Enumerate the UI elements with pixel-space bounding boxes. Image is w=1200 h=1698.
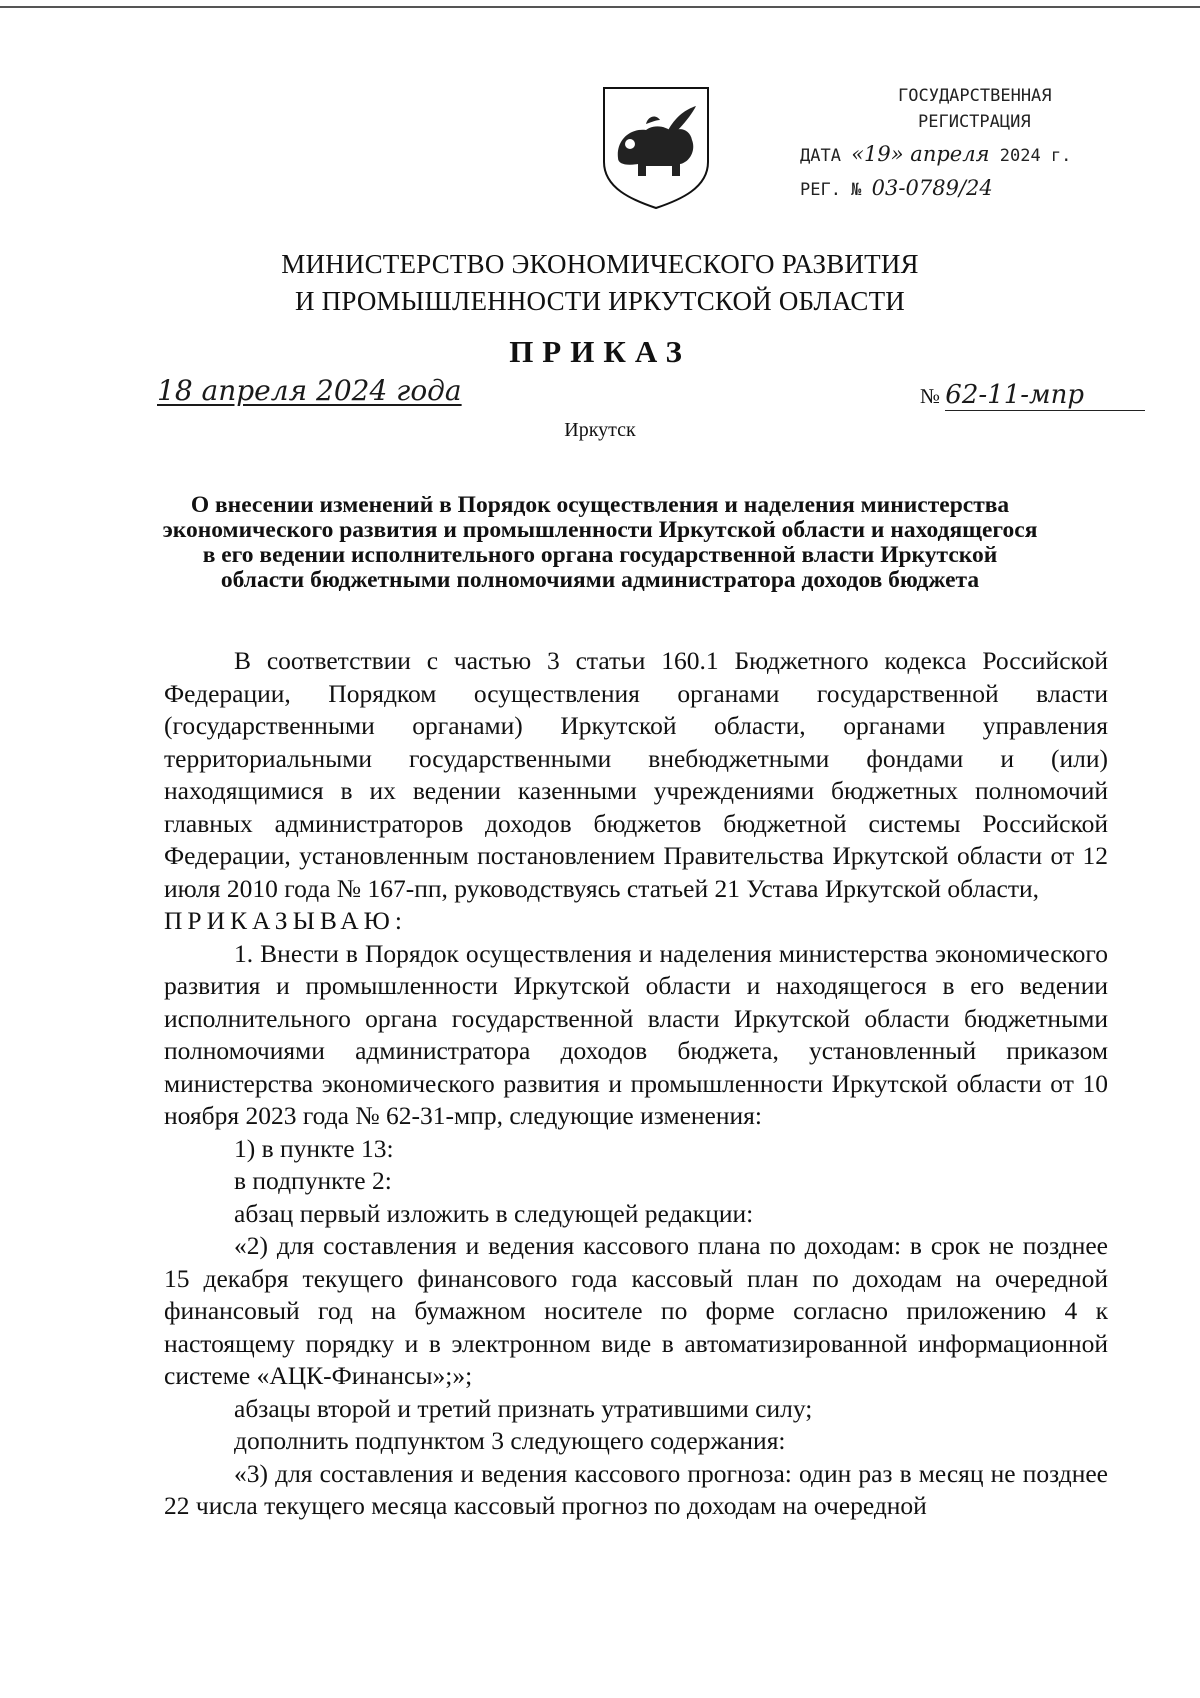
paragraph-5: «2) для составления и ведения кассового плана по доходам: в срок не позднее 15 декабря текущего финансового года кассовый план по доходам на очередной финансовый год на бумажном носителе по форме согласно приложению 4 к настоящему порядку и в электронном виде в автоматизированной информационной системе «АЦК-Финансы»;»;: [164, 1231, 1108, 1390]
order-number-value: 62-11-мпр: [945, 380, 1145, 411]
stamp-date-label: ДАТА: [800, 146, 841, 166]
document-type-title: ПРИКАЗ: [509, 334, 691, 369]
stamp-line-2: РЕГИСТРАЦИЯ: [918, 112, 1031, 132]
stamp-line-1: ГОСУДАРСТВЕННАЯ: [898, 86, 1052, 106]
order-number: [920, 380, 1145, 411]
stamp-date-value: «19» апреля: [851, 142, 990, 166]
document-body: [164, 645, 1108, 1523]
irkutsk-coat-of-arms-icon: [600, 84, 712, 210]
city-name: Иркутск: [564, 419, 636, 441]
scan-top-edge: [0, 6, 1200, 8]
stamp-reg-row: [800, 176, 1130, 200]
preamble-paragraph: В соответствии с частью 3 статьи 160.1 Бюджетного кодекса Российской Федерации, Порядком осуществления органами государственной власти (государственными органами) Иркутской области, органами управления территориальными государственными внебюджетными фондами и (или) находящимися в их ведении казенными учреждениями бюджетных полномочий главных администраторов доходов бюджетов бюджетной системы Российской Федерации, установленным постановлением Правительства Иркутской области от 12 июля 2010 года № 167-пп, руководствуясь статьей 21 Устава Иркутской области,: [164, 646, 1108, 903]
paragraph-7: дополнить подпунктом 3 следующего содержания:: [234, 1426, 786, 1455]
paragraph-6: абзацы второй и третий признать утратившими силу;: [234, 1393, 813, 1423]
handwritten-date: 18 апреля 2024 года: [157, 374, 462, 407]
paragraph-8: «3) для составления и ведения кассового прогноза: один раз в месяц не позднее 22 числа текущего месяца кассовый прогноз по доходам на очередной: [164, 1458, 1108, 1520]
stamp-year: 2024 г.: [999, 146, 1072, 166]
order-word: ПРИКАЗЫВАЮ:: [164, 906, 407, 935]
stamp-date-row: [800, 142, 1130, 166]
order-number-label: №: [920, 384, 941, 408]
registration-stamp: [800, 86, 1130, 200]
stamp-reg-label: РЕГ. №: [800, 180, 862, 200]
document-title: О внесении изменений в Порядок осуществления и наделения министерства экономического развития и промышленности Иркутской области и находящегося в его ведении исполнительного органа государственной власти Иркутской области бюджетными полномочиями администратора доходов бюджета: [162, 492, 1038, 593]
paragraph-3: в подпункте 2:: [234, 1166, 392, 1195]
paragraph-1: 1. Внести в Порядок осуществления и наделения министерства экономического развития и промышленности Иркутской области и находящегося в его ведении исполнительного органа государственной власти Иркутской области бюджетными полномочиями администратора доходов бюджета, установленный приказом министерства экономического развития и промышленности Иркутской области от 10 ноября 2023 года № 62-31-мпр, следующие изменения:: [164, 938, 1108, 1130]
paragraph-2: 1) в пункте 13:: [234, 1133, 394, 1163]
stamp-reg-value: 03-0789/24: [871, 176, 993, 200]
paragraph-4: абзац первый изложить в следующей редакции:: [234, 1198, 754, 1228]
ministry-name-line-2: И ПРОМЫШЛЕННОСТИ ИРКУТСКОЙ ОБЛАСТИ: [294, 286, 906, 316]
ministry-name-line-1: МИНИСТЕРСТВО ЭКОНОМИЧЕСКОГО РАЗВИТИЯ: [281, 249, 919, 279]
